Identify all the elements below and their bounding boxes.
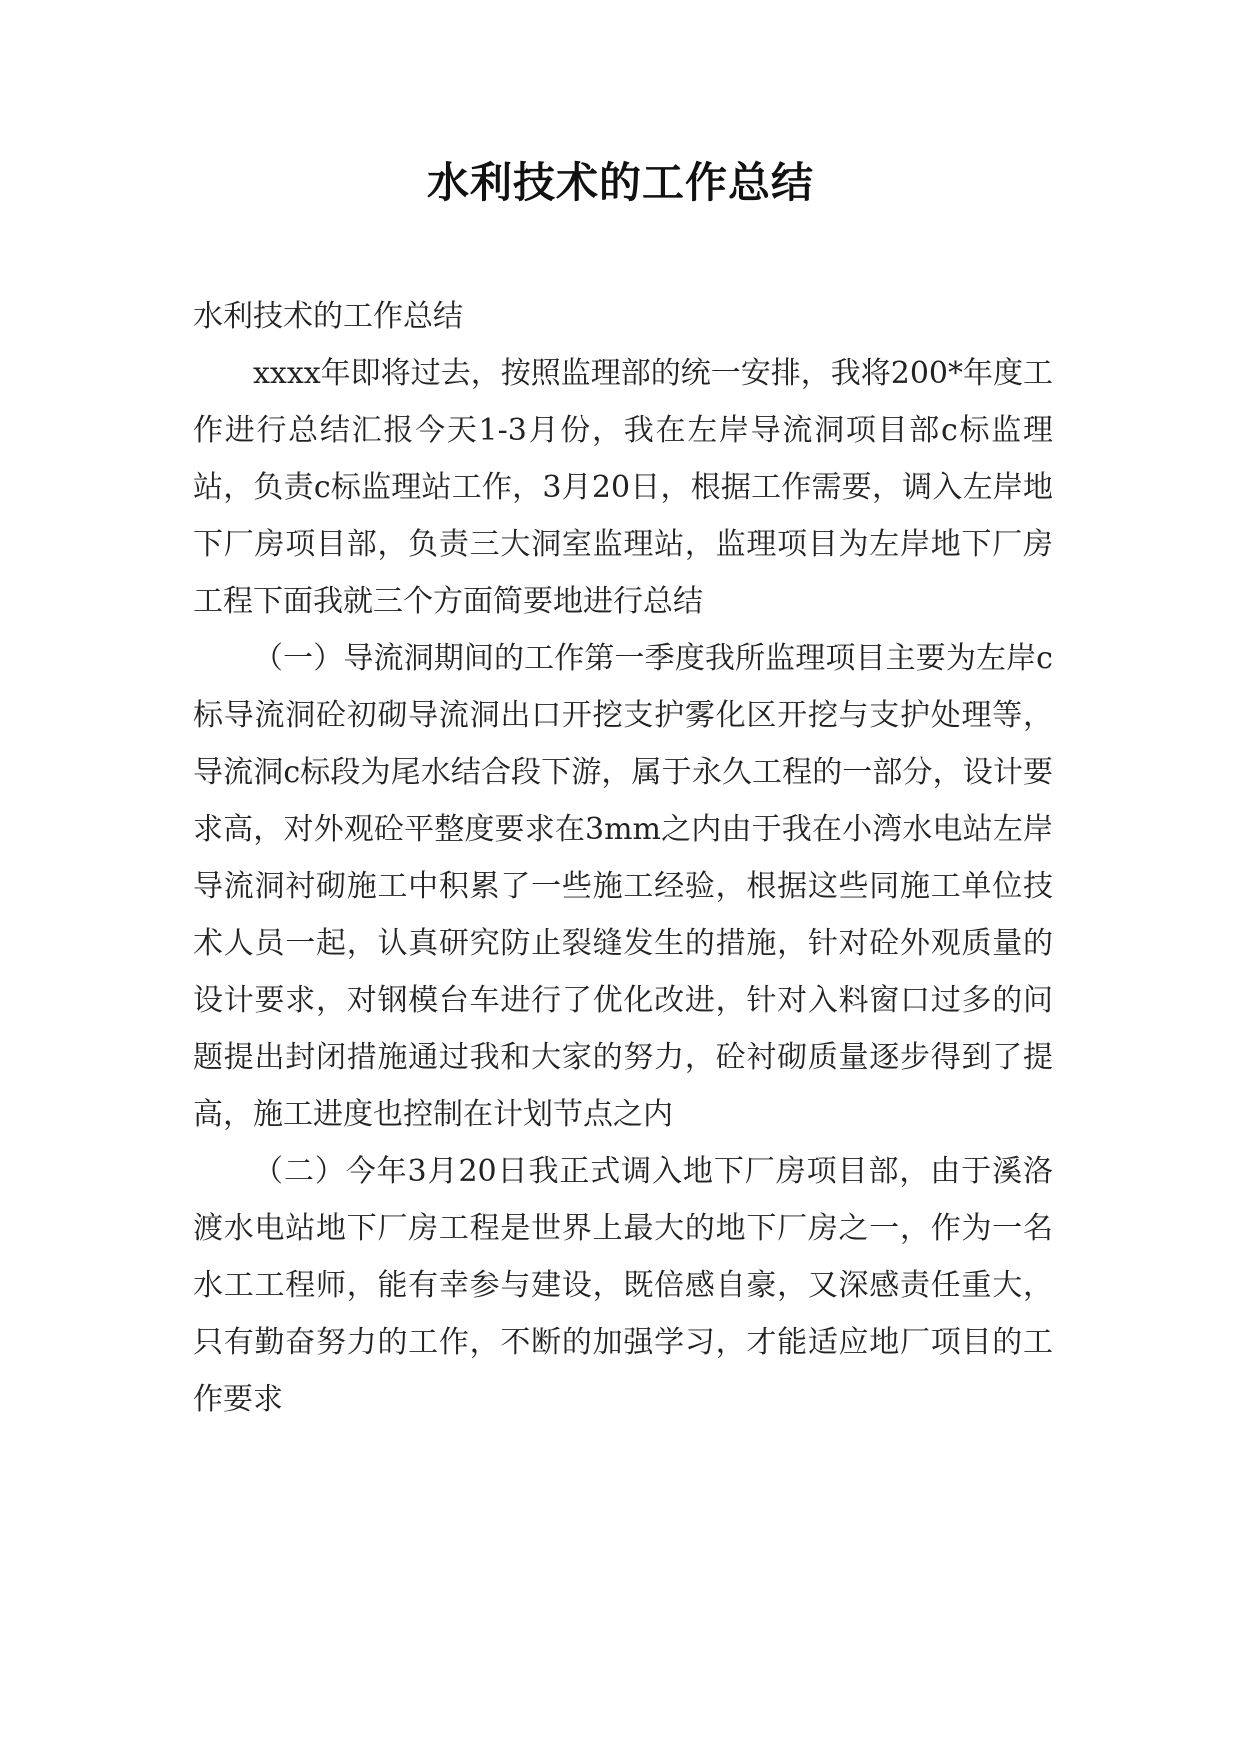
paragraph-intro: xxxx年即将过去，按照监理部的统一安排，我将200*年度工作进行总结汇报今天1-3月份，我在左岸导流洞项目部c标监理站，负责c标监理站工作，3月20日，根据工作需要，调入左岸地下厂房项目部，负责三大洞室监理站，监理项目为左岸地下厂房工程下面我就三个方面简要地进行总结: [193, 356, 1053, 619]
paragraph-section-two: （二）今年3月20日我正式调入地下厂房项目部，由于溪洛渡水电站地下厂房工程是世界上最大的地下厂房之一，作为一名水工工程师，能有幸参与建设，既倍感自豪，又深感责任重大，只有勤奋努力的工作，不断的加强学习，才能适应地厂项目的工作要求: [193, 1154, 1053, 1417]
document-title: 水利技术的工作总结: [426, 158, 814, 207]
document-subtitle: 水利技术的工作总结: [193, 299, 463, 334]
paragraph-section-one: （一）导流洞期间的工作第一季度我所监理项目主要为左岸c标导流洞砼初砌导流洞出口开挖支护雾化区开挖与支护处理等，导流洞c标段为尾水结合段下游，属于永久工程的一部分，设计要求高，对外观砼平整度要求在3mm之内由于我在小湾水电站左岸导流洞衬砌施工中积累了一些施工经验，根据这些同施工单位技术人员一起，认真研究防止裂缝发生的措施，针对砼外观质量的设计要求，对钢模台车进行了优化改进，针对入料窗口过多的问题提出封闭措施通过我和大家的努力，砼衬砌质量逐步得到了提高，施工进度也控制在计划节点之内: [193, 641, 1053, 1132]
document-body: [193, 288, 1053, 1428]
